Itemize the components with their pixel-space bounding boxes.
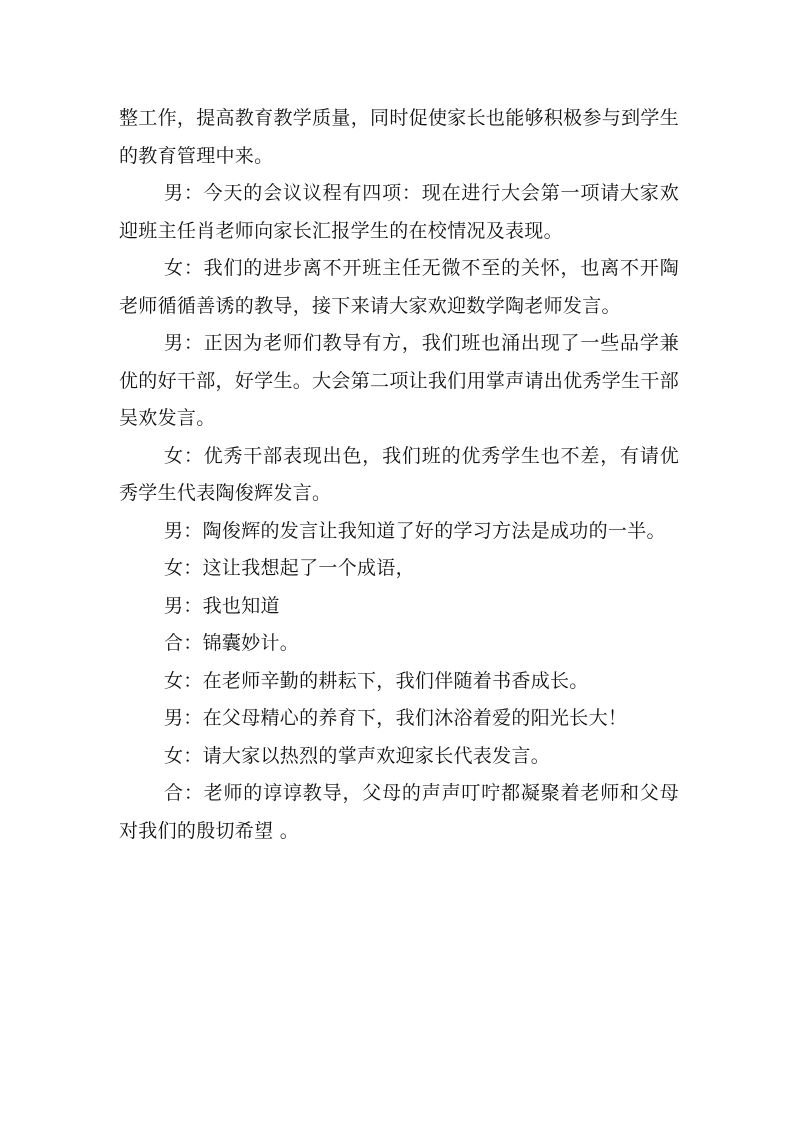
paragraph: 整工作，提高教育教学质量，同时促使家长也能够积极参与到学生的教育管理中来。 bbox=[119, 107, 679, 167]
document-body bbox=[119, 100, 679, 850]
paragraph: 女：在老师辛勤的耕耘下，我们伴随着书香成长。 bbox=[164, 669, 589, 692]
paragraph: 男：陶俊辉的发言让我知道了好的学习方法是成功的一半。 bbox=[164, 519, 666, 542]
paragraph: 男：今天的会议议程有四项：现在进行大会第一项请大家欢迎班主任肖老师向家长汇报学生的在校情况及表现。 bbox=[119, 182, 679, 242]
paragraph: 男：在父母精心的养育下，我们沐浴着爱的阳光长大！ bbox=[164, 707, 628, 729]
paragraph: 男：正因为老师们教导有方，我们班也涌出现了一些品学兼优的好干部，好学生。大会第二项让我们用掌声请出优秀学生干部吴欢发言。 bbox=[119, 332, 679, 429]
paragraph: 合：锦囊妙计。 bbox=[164, 632, 300, 654]
paragraph: 男：我也知道 bbox=[164, 594, 280, 617]
paragraph: 女：这让我想起了一个成语， bbox=[164, 557, 415, 579]
paragraph: 女：优秀干部表现出色，我们班的优秀学生也不差，有请优秀学生代表陶俊辉发言。 bbox=[119, 444, 679, 504]
paragraph: 女：请大家以热烈的掌声欢迎家长代表发言。 bbox=[164, 744, 551, 767]
paragraph: 女：我们的进步离不开班主任无微不至的关怀，也离不开陶老师循循善诱的教导，接下来请大家欢迎数学陶老师发言。 bbox=[119, 257, 679, 317]
paragraph: 合：老师的谆谆教导，父母的声声叮咛都凝聚着老师和父母对我们的殷切希望 。 bbox=[119, 782, 679, 842]
